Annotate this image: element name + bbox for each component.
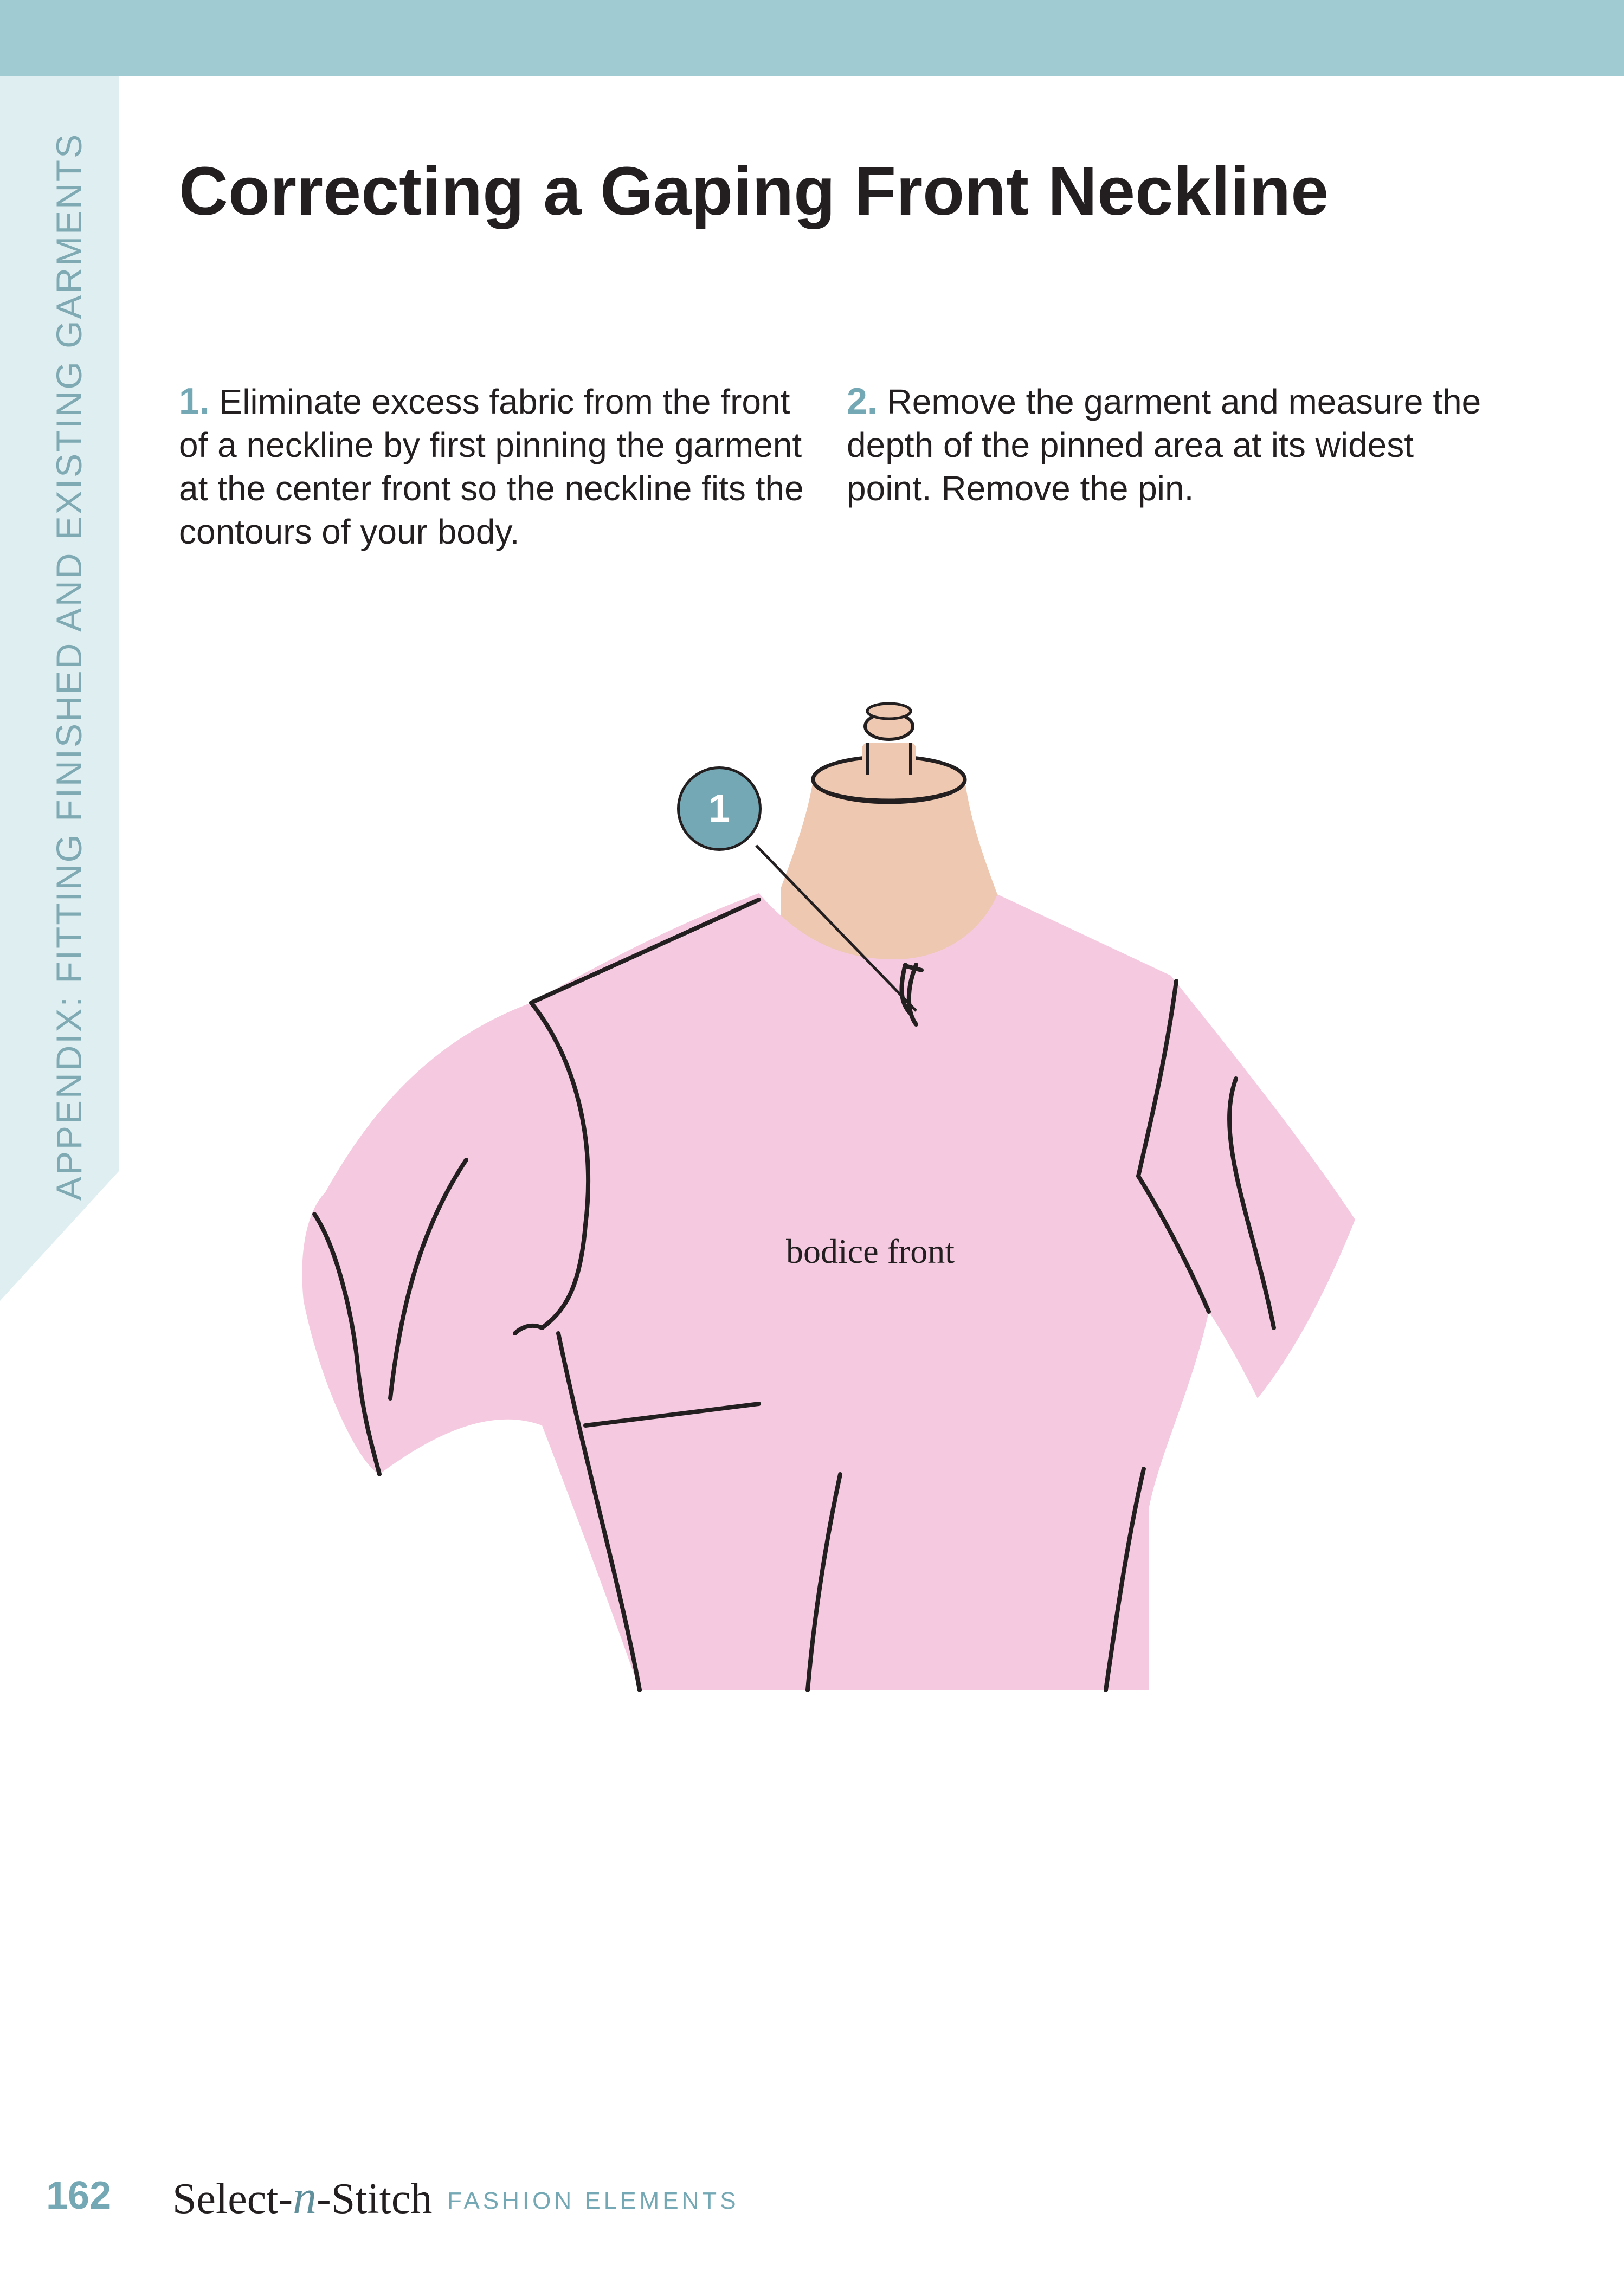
step-2-number: 2. — [847, 380, 878, 422]
bodice-shape — [302, 893, 1355, 1690]
brand-logo-end: -Stitch — [317, 2175, 433, 2223]
page-title: Correcting a Gaping Front Neckline — [179, 153, 1329, 229]
page-footer — [0, 2163, 1624, 2244]
top-header-bar — [0, 0, 1624, 76]
step-2 — [847, 379, 1486, 510]
step-1 — [179, 379, 819, 553]
brand-logo-n: n — [293, 2171, 317, 2224]
brand-logo-start: Select- — [172, 2175, 293, 2223]
step-2-text: Remove the garment and measure the depth of the pinned area at its widest point. Remove the pin. — [847, 382, 1481, 508]
bodice-front-label: bodice front — [786, 1232, 955, 1270]
bodice-illustration — [0, 678, 1624, 1707]
dress-form — [781, 704, 997, 976]
step-1-number: 1. — [179, 380, 210, 422]
page-number: 162 — [46, 2174, 112, 2217]
step-1-text: Eliminate excess fabric from the front of a neckline by first pinning the garment at the center front so the neckline fits the contours of your body. — [179, 382, 804, 551]
brand-subtitle: FASHION ELEMENTS — [447, 2188, 739, 2214]
callout-badge: 1 — [677, 766, 762, 851]
section-tab-label: APPENDIX: FITTING FINISHED AND EXISTING GARMENTS — [49, 132, 89, 1201]
brand-logo — [172, 2170, 432, 2225]
